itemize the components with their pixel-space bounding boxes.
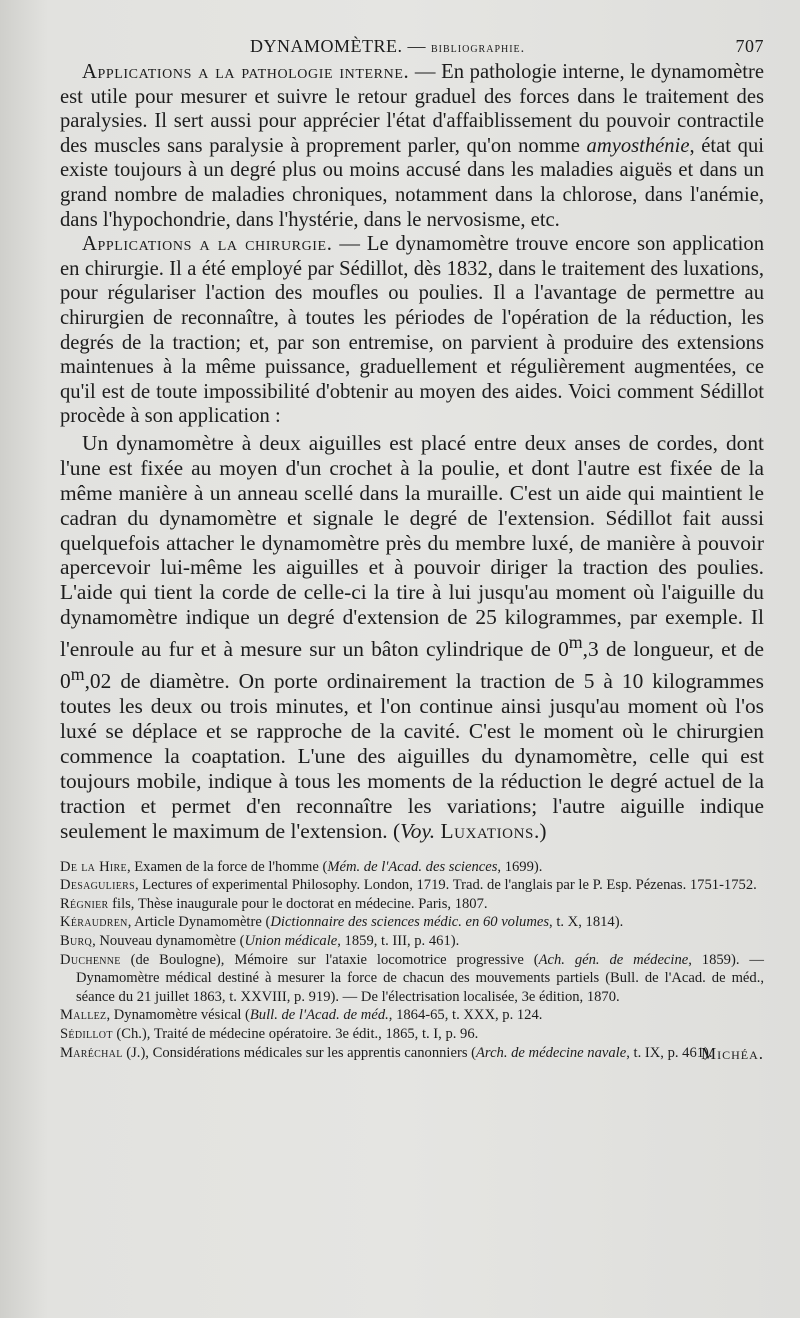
entry-text: , 1699). [497,858,543,875]
voy-label: Voy. [400,818,436,843]
entry-text: , Lectures of experimental Philosophy. London, 1719. Trad. de l'anglais par le P. Esp. Pézenas. 1751-1752. [134,877,757,894]
paragraph-text: Un dynamomètre à deux aiguilles est placé entre deux anses de cordes, dont l'une est fixée au moyen d'un crochet à la poulie, et dont l'autre est fixée de la même manière à un anneau scellé dans la muraille. C'est un aide qui maintient le cadran du dynamomètre et signale le degré de l'extension. Sédillot fait aussi quelquefois attacher le dynamomètre près du membre luxé, de manière à pouvoir apercevoir lui-même les aiguilles et à pouvoir diriger la traction des poulies. L'aide qui tient la corde de celle-ci la tire à lui jusqu'au moment où l'aiguille du dynamomètre indique un degré d'extension de 25 kilogrammes, par exemple. Il l'enroule au fur et à mesure sur un bâton cylindrique de 0 [60,430,764,662]
unit-meter: m [568,632,583,653]
entry-source: Ach. gén. de médecine [538,951,689,968]
paragraph-pathologie-interne [60,60,764,232]
bibliography-entry [60,1044,764,1063]
header-section: bibliographie. [431,41,526,56]
page-number: 707 [735,36,764,56]
paragraph-text: ,3 de longueur, et de 0 [60,637,765,694]
bibliography [60,858,764,1063]
entry-source: Union médicale [244,933,338,950]
entry-source: Mém. de l'Acad. des sciences [327,858,498,875]
running-header [60,36,764,60]
entry-author: De la Hire [60,858,127,875]
entry-text: (de Boulogne), Mémoire sur l'ataxie locomotrice progressive ( [120,951,539,968]
paragraph-text: , état qui existe toujours à un degré plus ou moins accusé dans les maladies aiguës et dans un grand nombre de maladies chroniques, notamment dans la chlorose, dans l'anémie, dans l'hypochondrie, dans l'hystérie, dans le nervosisme, etc. [60,134,764,231]
paragraph-text: .) [533,818,547,843]
entry-author: Régnier [60,895,109,912]
entry-author: Maréchal [60,1044,123,1061]
bibliography-entry [60,1025,764,1044]
entry-source: Arch. de médecine navale [476,1044,627,1061]
entry-author: Desaguliers [60,877,135,894]
header-dash: — [407,36,426,56]
entry-author: Sédillot [60,1026,113,1042]
entry-text: , Article Dynamomètre ( [127,914,271,931]
paragraph-text: — En pathologie interne, le dynamomètre est utile pour mesurer et suivre le retour graduel des forces dans le traitement des paralysies. Il sert aussi pour apprécier l'état d'affaiblissement du pouvoir contractile des muscles sans paralysie à proprement parler, qu'on nomme [60,61,765,157]
entry-text: , Dynamomètre vésical ( [106,1007,250,1024]
entry-text: , 1859). — Dynamomètre médical destiné à mesurer la force de chacun des mouvements partiels (Bull. de l'Acad. de méd., séance du 21 juillet 1863, t. XXVIII, p. 919). — De l'électrisation localisée, 3e édition, 1870. [76,951,764,1005]
body-text [60,60,764,844]
entry-author: Mallez [60,1007,107,1024]
entry-source: Dictionnaire des sciences médic. en 60 volumes [270,914,550,931]
section-lead-pathologie: Applications a la pathologie interne. [82,61,410,83]
entry-text: , 1859, t. III, p. 461). [337,933,460,950]
bibliography-entry [60,895,764,914]
entry-author: Burq [60,933,93,950]
entry-text: (Ch.), Traité de médecine opératoire. 3e édit., 1865, t. I, p. 96. [112,1026,479,1042]
entry-author: Duchenne [60,951,121,968]
bibliography-entry [60,951,764,1007]
unit-meter: m [70,664,85,685]
bibliography-entry [60,1006,764,1025]
entry-text: , Nouveau dynamomètre ( [92,933,245,950]
running-title [250,36,525,57]
entry-source: Bull. de l'Acad. de méd. [249,1007,389,1024]
bibliography-entry [60,858,764,877]
paragraph-procedure [60,431,764,844]
header-title: DYNAMOMÈTRE. [250,36,403,56]
entry-text: fils, Thèse inaugurale pour le doctorat en médecine. Paris, 1807. [108,895,488,912]
entry-text: , 1864-65, t. XXX, p. 124. [388,1007,543,1024]
entry-author: Kéraudren [60,914,128,931]
entry-text: , t. IX, p. 461). [626,1044,713,1061]
entry-text: , t. X, 1814). [549,914,624,931]
cross-reference-luxations: Luxations [440,818,534,843]
bibliography-entry [60,932,764,951]
term-amyosthenie: amyosthénie [586,134,690,157]
paragraph-text: — Le dynamomètre trouve encore son application en chirurgie. Il a été employé par Sédillot, dès 1832, dans le traitement des luxations, pour régulariser l'action des moufles ou poulies. Il a l'avantage de permettre au chirurgien de reconnaître, à toutes les périodes de l'opération de la réduction, les degrés de la traction; et, par son entremise, on parvient à produire des extensions maintenues à la même puissance, graduellement et régulièrement augmentées, ce qu'il est de toute impossibilité d'obtenir au moyen des aides. Voici comment Sédillot procède à son application : [60,233,764,428]
author-signature: Michéa. [700,1044,764,1064]
paragraph-text: ,02 de diamètre. On porte ordinairement la traction de 5 à 10 kilogrammes toutes les deux ou trois minutes, et l'on continue ainsi jusqu'au moment où l'os luxé se déplace et se rapproche de la cavité. C'est le moment où le chirurgien commence la coaptation. L'une des aiguilles du dynamomètre, celle qui est toujours mobile, indique à tous les moments de la réduction le degré actuel de la traction et permet d'en reconnaître les variations; l'autre aiguille indique seulement le maximum de l'extension. ( [60,669,764,843]
section-lead-chirurgie: Applications a la chirurgie. [82,233,333,256]
paragraph-chirurgie [60,232,764,429]
bibliography-entry [60,913,764,932]
entry-text: (J.), Considérations médicales sur les apprentis canonniers ( [122,1044,477,1061]
entry-text: , Examen de la force de l'homme ( [126,858,328,875]
bibliography-entry [60,876,764,895]
